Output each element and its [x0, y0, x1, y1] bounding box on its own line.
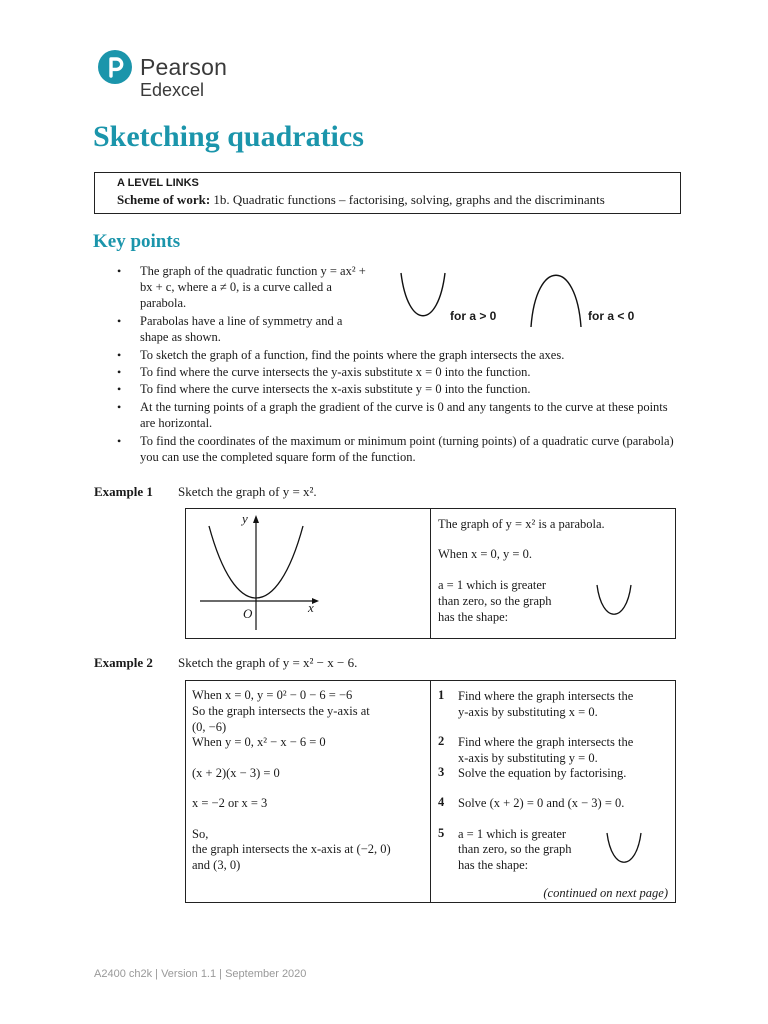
- continued-note: (continued on next page): [543, 886, 668, 900]
- example-1-prompt: Sketch the graph of y = x².: [178, 484, 317, 499]
- step-5-line-3: has the shape:: [458, 858, 529, 872]
- example-2-left-1: When x = 0, y = 0² − 0 − 6 = −6: [192, 688, 353, 702]
- example-2-prompt: Sketch the graph of y = x² − x − 6.: [178, 655, 358, 670]
- bullet-icon: •: [117, 400, 122, 414]
- table-divider: [430, 680, 431, 903]
- brand-sub: Edexcel: [140, 80, 205, 100]
- step-5-line-2: than zero, so the graph: [458, 842, 572, 856]
- example-2-left-3: (0, −6): [192, 720, 227, 734]
- page-footer: A2400 ch2k | Version 1.1 | September 2020: [94, 968, 307, 980]
- parabola-up-icon: [398, 270, 448, 330]
- example-2-left-9: and (3, 0): [192, 858, 241, 872]
- step-1-line-2: y-axis by substituting x = 0.: [458, 705, 598, 719]
- graph-y-equals-x-squared: [195, 512, 325, 634]
- example-2-left-8: the graph intersects the x-axis at (−2, 0): [192, 842, 391, 856]
- step-2-number: 2: [438, 734, 445, 748]
- graph-x-axis-label: x: [308, 600, 314, 615]
- scheme-label: Scheme of work:: [117, 192, 211, 207]
- key-point-7: To find the coordinates of the maximum or minimum point (turning points) of a quadratic curve (parabola) you can use the completed square form of the function.: [140, 434, 674, 464]
- example-2-left-2: So the graph intersects the y-axis at: [192, 704, 370, 718]
- scheme-of-work: [117, 192, 605, 208]
- step-2-line-1: Find where the graph intersects the: [458, 735, 634, 749]
- step-5-number: 5: [438, 826, 445, 840]
- example-1-line-1: The graph of y = x² is a parabola.: [438, 517, 605, 531]
- step-1-line-1: Find where the graph intersects the: [458, 689, 634, 703]
- example-2-left-5: (x + 2)(x − 3) = 0: [192, 766, 280, 780]
- links-heading: A LEVEL LINKS: [117, 177, 199, 189]
- example-1-line-3: a = 1 which is greater: [438, 578, 547, 592]
- pearson-logo-icon: [97, 49, 133, 85]
- example-1-line-4: than zero, so the graph: [438, 594, 552, 608]
- fig-label-negative: for a < 0: [588, 309, 635, 323]
- example-2-left-6: x = −2 or x = 3: [192, 796, 268, 810]
- step-3-number: 3: [438, 765, 445, 779]
- key-point-6: At the turning points of a graph the gradient of the curve is 0 and any tangents to the curve at these points are horizontal.: [140, 400, 668, 430]
- graph-origin-label: O: [243, 606, 253, 621]
- step-3-line-1: Solve the equation by factorising.: [458, 766, 627, 780]
- scheme-text: 1b. Quadratic functions – factorising, solving, graphs and the discriminants: [213, 192, 605, 207]
- key-point-3: To sketch the graph of a function, find the points where the graph intersects the axes.: [140, 348, 565, 362]
- bullet-icon: •: [117, 434, 122, 448]
- example-2-left-4: When y = 0, x² − x − 6 = 0: [192, 735, 326, 749]
- key-point-4: To find where the curve intersects the y-axis substitute x = 0 into the function.: [140, 365, 531, 379]
- example-1-line-2: When x = 0, y = 0.: [438, 547, 532, 561]
- bullet-icon: •: [117, 382, 122, 396]
- example-2-label: Example 2: [94, 655, 153, 670]
- brand-name: Pearson: [140, 54, 228, 80]
- step-4-line-1: Solve (x + 2) = 0 and (x − 3) = 0.: [458, 796, 625, 810]
- graph-y-axis-label: y: [242, 511, 248, 526]
- key-point-1: The graph of the quadratic function y = ax² + bx + c, where a ≠ 0, is a curve called a parabola.: [140, 264, 366, 310]
- example-1-line-5: has the shape:: [438, 610, 509, 624]
- key-point-2: Parabolas have a line of symmetry and a shape as shown.: [140, 314, 343, 344]
- parabola-up-icon: [604, 830, 644, 870]
- bullet-icon: •: [117, 365, 122, 379]
- parabola-down-icon: [528, 268, 584, 330]
- key-point-5: To find where the curve intersects the x-axis substitute y = 0 into the function.: [140, 382, 531, 396]
- example-1-label: Example 1: [94, 484, 153, 499]
- page-title: Sketching quadratics: [93, 120, 364, 153]
- parabola-up-icon: [594, 582, 634, 622]
- key-points-heading: Key points: [93, 231, 181, 252]
- bullet-icon: •: [117, 264, 122, 278]
- bullet-icon: •: [117, 348, 122, 362]
- step-5-line-1: a = 1 which is greater: [458, 827, 567, 841]
- step-4-number: 4: [438, 795, 445, 809]
- bullet-icon: •: [117, 314, 122, 328]
- fig-label-positive: for a > 0: [450, 309, 497, 323]
- table-divider: [430, 508, 431, 639]
- example-2-left-7: So,: [192, 827, 209, 841]
- step-1-number: 1: [438, 688, 445, 702]
- step-2-line-2: x-axis by substituting y = 0.: [458, 751, 598, 765]
